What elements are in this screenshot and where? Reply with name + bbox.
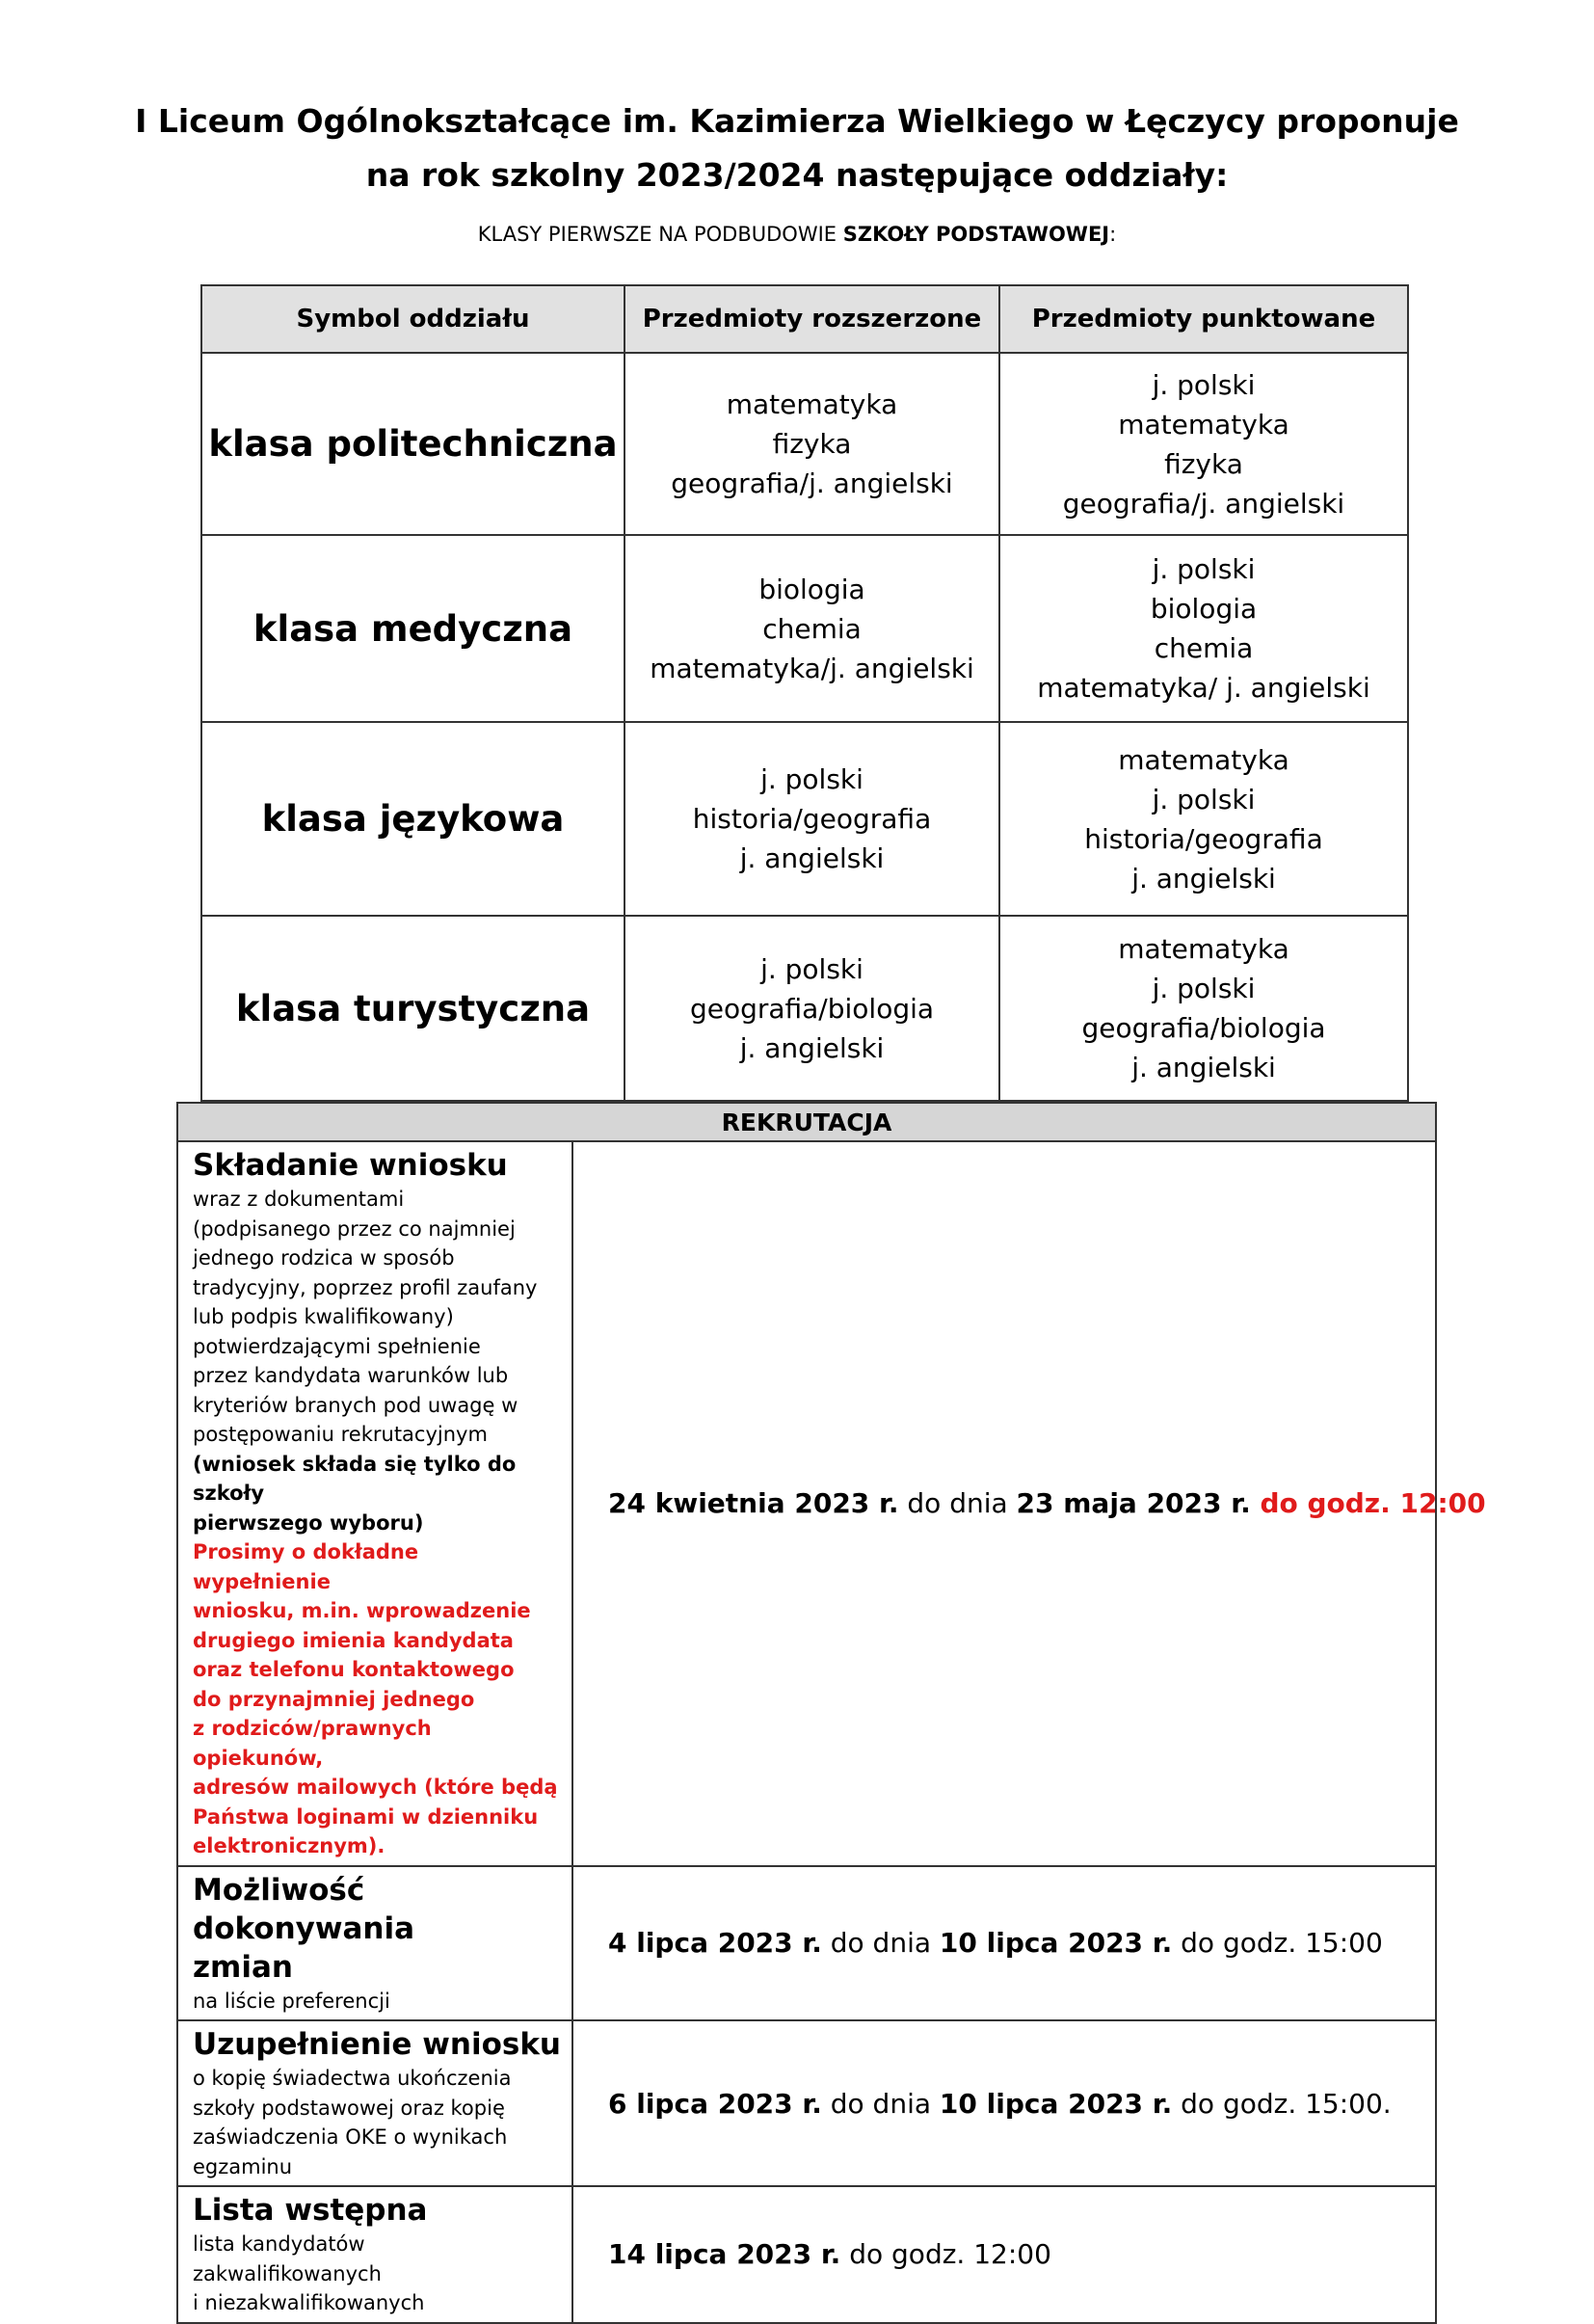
desc-line: zakwalifikowanych — [193, 2261, 382, 2285]
date-mid: do dnia — [821, 1927, 940, 1960]
subject: matematyka — [1118, 743, 1289, 776]
classes-table — [200, 284, 1409, 1102]
stage-title: Uzupełnienie wniosku — [193, 2027, 562, 2062]
class-row — [201, 916, 1408, 1101]
subject: matematyka — [1118, 408, 1289, 441]
subtitle-bold: SZKOŁY PODSTAWOWEJ — [842, 223, 1110, 246]
subject: geografia/j. angielski — [1062, 487, 1345, 520]
date-end: 10 lipca 2023 r. — [939, 2087, 1173, 2120]
extended-subjects — [624, 722, 999, 916]
desc-line: lista kandydatów — [193, 2232, 365, 2256]
desc-line: potwierdzającymi spełnienie — [193, 1334, 481, 1358]
scored-subjects — [999, 535, 1408, 722]
stage-cell — [177, 1141, 572, 1866]
recruitment-row-changes — [177, 1866, 1436, 2021]
subject: j. polski — [760, 952, 863, 985]
subject: j. angielski — [1131, 1052, 1276, 1083]
notice-line: Państwa loginami w dzienniku — [193, 1804, 539, 1829]
subject: biologia — [1150, 593, 1258, 625]
class-row — [201, 722, 1408, 916]
subject: j. polski — [1152, 973, 1256, 1004]
page-title — [0, 94, 1594, 202]
date-start: 6 lipca 2023 r. — [608, 2087, 822, 2120]
date-mid: do dnia — [898, 1487, 1017, 1520]
desc-line: o kopię świadectwa ukończenia — [193, 2067, 512, 2090]
class-row — [201, 353, 1408, 535]
desc-line-bold: pierwszego wyboru) — [193, 1510, 424, 1535]
stage-cell — [177, 2020, 572, 2186]
subject: geografia/j. angielski — [671, 467, 953, 499]
desc-line: postępowaniu rekrutacyjnym — [193, 1423, 488, 1446]
stage-title-line: zmian — [193, 1949, 293, 1985]
desc-line: jednego rodzica w sposób — [193, 1246, 455, 1269]
date-start: 4 lipca 2023 r. — [608, 1927, 822, 1960]
stage-description — [193, 1185, 562, 1861]
subject: matematyka/j. angielski — [650, 652, 974, 684]
header-extended: Przedmioty rozszerzone — [624, 285, 999, 353]
subject: j. polski — [1152, 783, 1256, 815]
subject: j. angielski — [739, 1031, 885, 1064]
stage-title-line: Możliwość dokonywania — [193, 1872, 415, 1946]
stage-title: Składanie wniosku — [193, 1148, 508, 1183]
extended-subjects — [624, 916, 999, 1101]
notice-line: drugiego imienia kandydata — [193, 1628, 514, 1652]
title-line-1: I Liceum Ogólnokształcące im. Kazimierza Wielkiego w Łęczycy proponuje — [135, 102, 1459, 140]
subject: j. angielski — [739, 842, 885, 874]
desc-line: zaświadczenia OKE o wynikach — [193, 2125, 508, 2149]
classes-header-row — [201, 285, 1408, 353]
header-symbol: Symbol oddziału — [201, 285, 624, 353]
notice-line: adresów mailowych (które będą — [193, 1776, 558, 1799]
date-end: 10 lipca 2023 r. — [939, 1927, 1173, 1960]
scored-subjects — [999, 916, 1408, 1101]
extended-subjects — [624, 353, 999, 535]
recruitment-header: REKRUTACJA — [177, 1103, 1436, 1141]
stage-title: Lista wstępna — [193, 2193, 428, 2228]
subject: geografia/biologia — [689, 992, 935, 1025]
scored-subjects — [999, 353, 1408, 535]
subject: j. polski — [1152, 368, 1256, 401]
title-line-2: na rok szkolny 2023/2024 następujące oddziały: — [365, 156, 1229, 194]
desc-line: egzaminu — [193, 2154, 293, 2178]
date-deadline: do godz. 12:00 — [1250, 1487, 1486, 1520]
subject: j. polski — [760, 763, 863, 795]
subject: chemia — [1154, 632, 1254, 664]
desc-line: wraz z dokumentami — [193, 1188, 405, 1211]
desc-line: przez kandydata warunków lub — [193, 1364, 509, 1387]
date-deadline: do godz. 12:00 — [840, 2238, 1051, 2271]
desc-line: kryteriów branych pod uwagę w — [193, 1393, 518, 1417]
subject: fizyka — [772, 428, 852, 460]
scored-subjects — [999, 722, 1408, 916]
desc-line: (podpisanego przez co najmniej — [193, 1216, 516, 1241]
subject: matematyka/ j. angielski — [1037, 672, 1370, 704]
subtitle-suffix: : — [1109, 223, 1117, 246]
class-symbol: klasa politechniczna — [201, 353, 624, 535]
subject: matematyka — [726, 388, 898, 420]
header-scored: Przedmioty punktowane — [999, 285, 1408, 353]
date-deadline: do godz. 15:00. — [1172, 2087, 1392, 2120]
date-start: 14 lipca 2023 r. — [608, 2238, 841, 2271]
date-mid: do dnia — [821, 2087, 940, 2120]
subject: geografia/biologia — [1081, 1012, 1326, 1044]
subject: j. angielski — [1131, 862, 1276, 895]
subject: chemia — [762, 612, 862, 645]
desc-line: szkoły podstawowej oraz kopię — [193, 2096, 505, 2120]
desc-line-bold: (wniosek składa się tylko do szkoły — [193, 1452, 517, 1505]
stage-date — [572, 1141, 1486, 1866]
stage-description — [193, 2064, 562, 2181]
notice-line: elektronicznym). — [193, 1834, 385, 1857]
subtitle-prefix: KLASY PIERWSZE NA PODBUDOWIE — [477, 223, 843, 246]
stage-description: na liście preferencji — [193, 1989, 390, 2013]
stage-date — [572, 2020, 1436, 2186]
stage-date — [572, 1866, 1436, 2021]
subject: historia/geografia — [1084, 822, 1323, 855]
notice-line: Prosimy o dokładne wypełnienie — [193, 1540, 419, 1593]
subject: historia/geografia — [692, 803, 932, 835]
class-symbol: klasa turystyczna — [201, 916, 624, 1101]
date-start: 24 kwietnia 2023 r. — [608, 1487, 899, 1520]
recruitment-table — [176, 1102, 1486, 2324]
desc-line: i niezakwalifikowanych — [193, 2291, 425, 2314]
class-symbol: klasa medyczna — [201, 535, 624, 722]
class-row — [201, 535, 1408, 722]
stage-description — [193, 2230, 562, 2318]
desc-line: lub podpis kwalifikowany) — [193, 1305, 454, 1328]
recruitment-row-supplement — [177, 2020, 1436, 2186]
desc-line: tradycyjny, poprzez profil zaufany — [193, 1275, 538, 1299]
date-end: 23 maja 2023 r. — [1016, 1487, 1251, 1520]
class-symbol: klasa językowa — [201, 722, 624, 916]
subject: matematyka — [1118, 933, 1289, 965]
page-subtitle — [0, 220, 1594, 249]
recruitment-row-application — [177, 1141, 1436, 1866]
subject: fizyka — [1164, 447, 1243, 480]
notice-line: z rodziców/prawnych opiekunów, — [193, 1717, 432, 1770]
date-deadline: do godz. 15:00 — [1172, 1927, 1383, 1960]
extended-subjects — [624, 535, 999, 722]
subject: biologia — [758, 573, 865, 605]
stage-cell — [177, 1866, 572, 2021]
notice-line: do przynajmniej jednego — [193, 1687, 475, 1711]
subject: j. polski — [1152, 553, 1256, 585]
notice-line: oraz telefonu kontaktowego — [193, 1658, 515, 1681]
notice-line: wniosku, m.in. wprowadzenie — [193, 1599, 531, 1622]
